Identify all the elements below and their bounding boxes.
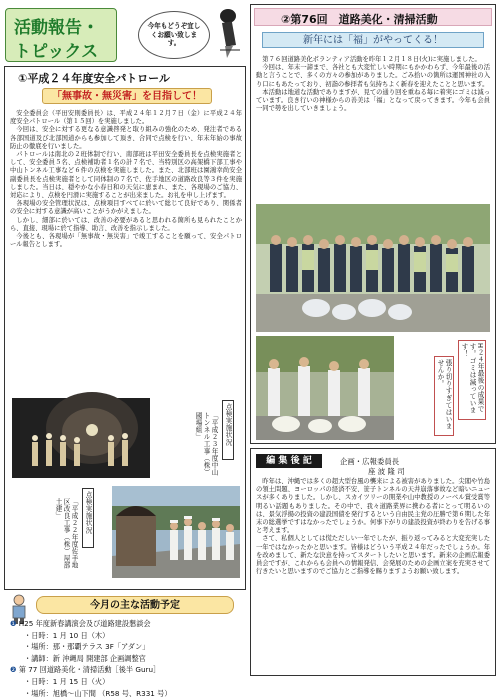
- road-paragraph: 本活動は地道な活動でありますが、見ての通り回を重ねる毎に着実にゴミは減っています。良き行いの神様からの善美は「福」となって戻ってきます。今年も会員一同で勢を出していきましょう。: [256, 88, 490, 113]
- patrol-paragraph: しかし、細部に於いては、改善の必要があると思われる箇所も見られたことから、直接、現場に於て指導、助言、改善を指示しました。: [10, 216, 242, 232]
- schedule-item-1-speaker: ・講師：新 沖縄局 開建部 企画調整官: [24, 653, 146, 663]
- editor-committee: 企画・広報委員長: [340, 457, 400, 466]
- schedule-item-2-title: ❷ 第 77 回道路美化・清掃活動［後半 Guru］: [10, 665, 161, 675]
- schedule-item-1-bullet: ❶: [10, 619, 17, 628]
- road-subtitle: 新年には「福」がやってくる！: [262, 32, 484, 48]
- caption-1-text: 「平成２３年度中山トンネル工事（株）國場組」: [194, 412, 218, 476]
- cleanup-photo: [256, 336, 394, 440]
- caption-1-tag: 点検実施状況: [222, 400, 234, 460]
- road-inspection-photo: [112, 486, 240, 578]
- road-body: [256, 56, 490, 113]
- schedule-item-1-title: ❶ H25 年度新春講演会及び道路建設懇談会: [10, 619, 151, 628]
- road-paragraph: 今回は、年末一諦まで、各社とも大変忙しい時期にもかかわらず、今年最後の活動と言うことで、多くの方々の参加がありました。ごみ拾いの箇所は運国神社の入り口にもあたっており、初詣の参拝者も気持ちよく新春を迎えたことと思います。: [256, 64, 490, 88]
- patrol-heading: ①平成２４年度安全パトロール: [18, 72, 170, 85]
- patrol-paragraph: 各現場の安全管理状況は、点検項目すべてに於いて総じて良好であり、関係者の安全に対する意識が高いことがうかがえました。: [10, 200, 242, 216]
- patrol-paragraph: 今回は、安全に対する更なる意識啓発と取り組みの強化のため、発注者である各部国道及び北部国道からも参加して頂き、合同で点検を行い、年末年始の事故防止の徹底を行いました。: [10, 126, 242, 150]
- road-heading: ②第76回 道路美化・清掃活動: [281, 13, 438, 26]
- schedule-item-2-bullet: ❷: [10, 665, 17, 675]
- greeting-bubble: [138, 11, 210, 59]
- patrol-paragraph: パトロールは南北の２班体制で行い、南部班は平田安全委員長を点検実施者として、安全委員５名、点検補助者１名の計７名で、当特別区の高架橋下部工事や中山トンネル工事など６件の点検を実施しました。また、北部班は園鴻幸尚安全副委員長を点検実施者として同体制の７名で、佐手地区の道路改良等３件を実施しました。当日は、穏やかな小春日和の天気に恵まれ、また、各現場のご協力、対応により、点検を円滑に実施することが出来ました。お礼を申し上げます。: [10, 151, 242, 200]
- header-title-line1: 活動報告・: [14, 18, 99, 38]
- patrol-slogan: 「無事故・無災害」を目指して！: [42, 88, 212, 104]
- patrol-paragraph: 今後とも、各現場が「無事故・無災害」で竣工することを願って、安全パトロール報告とします。: [10, 233, 242, 249]
- editor-paragraph: 昨年は、沖縄では多くの超大型台風の襲来による被害がありました。尖閣や竹島の領土問題、ヨーロッパの経済不安、笹子トンネルの天井崩落事故など暗いニュースが多くありました。しかし、スカイツリーの開業や山中教授のノーベル賞受賞等明るい話題もありました。その中で、我々道路業界に携わる者にとって明るいのは、景気浮揚の投資の建設国債を発行するという自由民主党の圧勝で第６期した年末の総選挙ですはなかったでしょうか。何事下がりの建設投資が終わりを告げる事と考えます。: [256, 478, 490, 535]
- tunnel-photo-1: [12, 398, 150, 478]
- editor-label: 編 集 後 記: [256, 454, 322, 468]
- schedule-item-2-date: ・日時：1 月 15 日（火）: [24, 676, 110, 686]
- cleanup-note-1: H２４年最後の成果です。ゴミは減っています！: [458, 340, 486, 420]
- schedule-title: 今月の主な活動予定: [36, 596, 234, 614]
- editor-body: [256, 478, 490, 576]
- road-paragraph: 第７６回道路美化ボランティア活動を昨年１２月１８日(火)に実施しました。: [262, 56, 481, 63]
- caption-2-tag: 点検実施状況: [82, 488, 94, 548]
- schedule-item-1-place: ・場所：那・那覇テラス 3F「アダン」: [24, 642, 150, 652]
- header-title-line2: トピックス: [14, 42, 99, 62]
- schedule-list: [10, 618, 246, 699]
- caption-1-box: [158, 398, 238, 478]
- group-photo: [256, 204, 490, 332]
- editor-name: 座 波 隆 司: [368, 467, 405, 476]
- cleanup-note-2: 張り切りすぎてはいませんか。: [434, 356, 454, 436]
- pen-icon: [216, 6, 244, 62]
- schedule-item-1-date: ・日時：1 月 10 日（木）: [24, 630, 110, 640]
- caption-2-text: 「平成２２年度佐手地区改良工事（株）屋部土建」: [54, 498, 78, 569]
- schedule-item-2-place: ・場所：旭橋〜山下間 （R58 号、R331 号）: [24, 688, 172, 698]
- greeting-text: 今年もどうぞ宜しくお願い致します。: [147, 22, 201, 48]
- road-heading-bar: [254, 8, 492, 26]
- patrol-body: [10, 110, 242, 249]
- cleanup-notes: [396, 336, 490, 440]
- editor-paragraph: さて、私個人としては慌ただしい一年でしたが、振り返ってみると大変充実した一年ではなかったかと思います。皆様はどういう平成２４年だったでしょうか。年を改めまして、新たな決意を持ってスタートしたいと思います。新来の企画広報委員会ですが、これからも会員への情報発信、会発展のための企画立案を充実させて行きたいと思いますのでご協力とご指導を賜りますようお願い致します。: [256, 535, 490, 576]
- patrol-paragraph: 安全委員会（平田安則委員長）は、平成２４年１２月７日（金）に平成２４年度安全パトロール（第１５回）を実施しました。: [10, 110, 242, 126]
- caption-2-box: [12, 486, 98, 578]
- header-title-box: [5, 8, 117, 62]
